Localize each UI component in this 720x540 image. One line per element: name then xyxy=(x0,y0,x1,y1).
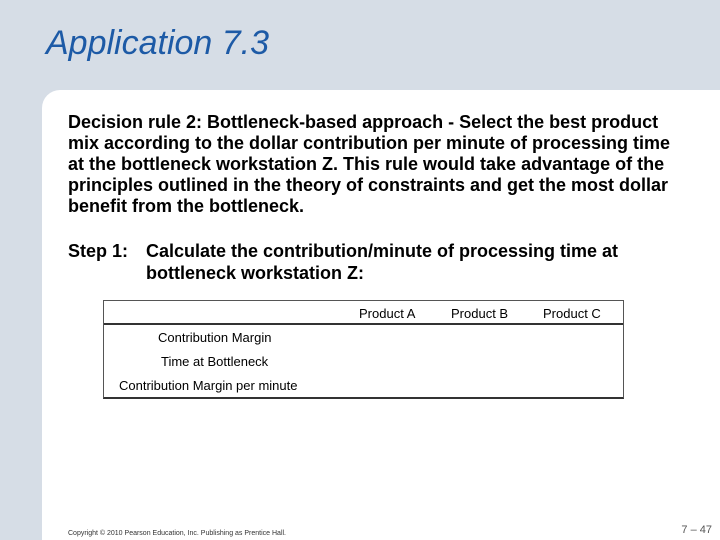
column-header-product-b: Product B xyxy=(451,306,509,321)
column-header-product-c: Product C xyxy=(543,306,601,321)
decision-rule-paragraph: Decision rule 2: Bottleneck-based approach - Select the best product mix according to the dollar contribution per minute of processing time at the bottleneck workstation Z. This rule would take advantage of the principles outlined in the theory of constraints and get the most dollar benefit from the bottleneck. xyxy=(68,112,671,216)
row-label-time-at-bottleneck: Time at Bottleneck xyxy=(161,354,269,369)
page-number: 7 – 47 xyxy=(681,524,712,536)
copyright-text: Copyright © 2010 Pearson Education, Inc. Publishing as Prentice Hall. xyxy=(68,530,287,537)
step-1-text xyxy=(68,240,688,284)
column-header-product-a: Product A xyxy=(359,306,416,321)
row-label-contribution-margin-per-minute: Contribution Margin per minute xyxy=(119,378,298,393)
table-header-row xyxy=(104,301,623,325)
row-label-contribution-margin: Contribution Margin xyxy=(158,330,272,345)
contribution-table xyxy=(103,300,624,399)
step-line-1: Calculate the contribution/minute of processing time at xyxy=(146,241,619,261)
step-line-2: bottleneck workstation Z: xyxy=(146,263,365,283)
step-number: Step 1: xyxy=(68,241,129,261)
slide-title: Application 7.3 xyxy=(46,24,270,62)
